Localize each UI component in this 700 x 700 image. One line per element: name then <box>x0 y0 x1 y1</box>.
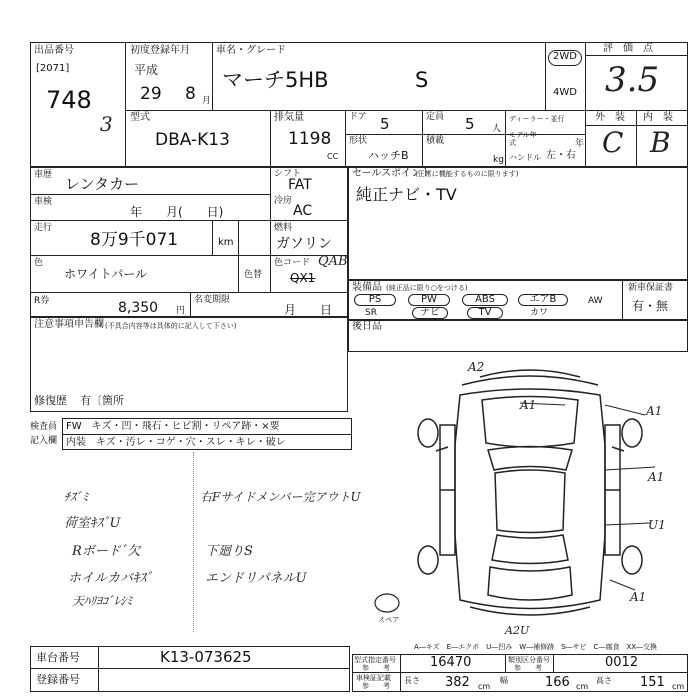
month-unit: 月 <box>202 96 212 106</box>
divider <box>622 280 623 320</box>
inspector-row-2: 内装 キズ・汚レ・コゲ・穴・スレ・キレ・破レ <box>66 437 286 448</box>
score: 3.5 <box>605 60 660 100</box>
equip-sr: SR <box>365 308 377 318</box>
spare-tire-icon <box>372 592 402 616</box>
class-number: 0012 <box>605 655 639 670</box>
model-year-unit: 年 <box>575 139 585 149</box>
lot-code: [2071] <box>36 63 70 74</box>
warranty-label: 名変期限 <box>194 295 231 305</box>
notes-label: 注意事項申告欄 <box>34 319 104 330</box>
length-unit: cm <box>478 682 491 691</box>
post-items-frame <box>348 320 688 352</box>
drive-4wd: 4WD <box>553 87 577 98</box>
model-name-label: 車名・グレード <box>216 45 286 56</box>
divider <box>62 434 352 435</box>
history-label: 車歴 <box>34 170 53 180</box>
damage-mark-6: U1 <box>648 518 666 532</box>
inspector-row-1: FW キズ・凹・飛石・ヒビ割・リペア跡・×要 <box>66 421 280 432</box>
class-label: 類別区分番号 <box>508 656 550 664</box>
divider <box>345 134 585 135</box>
recycle-label: R券 <box>34 296 50 306</box>
lot-number: 748 <box>46 86 92 114</box>
type-label: 型式 <box>130 112 150 123</box>
inspection-label: 車検 <box>34 197 53 207</box>
model-name: マーチ5HB <box>222 68 329 92</box>
warranty: 月 日 <box>284 303 333 317</box>
hand-note-right-3: エンドリパネルU <box>205 571 307 586</box>
ac: AC <box>293 203 313 219</box>
seats-label: 定員 <box>426 112 445 122</box>
divider <box>30 220 348 221</box>
inspector-label-2: 記入欄 <box>30 436 58 446</box>
hand-note-right-2: 下廻りS <box>205 544 253 559</box>
divider <box>636 110 637 167</box>
seats-unit: 人 <box>492 124 502 134</box>
divider <box>30 292 348 293</box>
shape: ハッチB <box>368 149 409 162</box>
recycle: 8,350 <box>118 300 159 316</box>
divider <box>30 194 270 195</box>
fuel-label: 燃料 <box>274 223 293 233</box>
color-code: QX1 <box>290 271 316 285</box>
type-cert: 16470 <box>430 655 472 670</box>
first-reg-month: 8 <box>185 84 196 104</box>
divider <box>270 167 271 292</box>
width-unit: cm <box>576 682 589 691</box>
repair-label: 修復歴 <box>34 394 67 407</box>
divider <box>190 292 191 317</box>
ac-label: 冷房 <box>274 196 293 206</box>
equip-leather: カワ <box>530 308 549 318</box>
equip-airbag: エアB <box>518 294 568 306</box>
equip-tv: TV <box>467 307 503 319</box>
chassis-label: 車台番号 <box>36 651 80 664</box>
lot-hand-mark: 3 <box>100 112 113 136</box>
divider <box>30 668 350 669</box>
cc-unit: CC <box>327 152 339 161</box>
inspector-label-1: 検査員 <box>30 422 58 432</box>
mileage: 8万9千071 <box>90 230 179 250</box>
fuel: ガソリン <box>276 236 332 252</box>
notes-sub: (不具合内容等は具体的に記入して下さい) <box>105 322 237 330</box>
damage-mark-2: A1 <box>520 398 537 412</box>
recycle-unit: 円 <box>176 306 186 316</box>
doors: 5 <box>380 115 390 133</box>
warranty-book: 有・無 <box>632 299 669 313</box>
divider <box>585 55 688 56</box>
divider <box>422 110 423 167</box>
divider <box>238 220 239 255</box>
damage-mark-4: A1 <box>648 470 665 484</box>
warranty-book-label: 新車保証書 <box>628 283 674 293</box>
mileage-label: 走行 <box>34 223 53 233</box>
score-label: 評 価 点 <box>603 43 653 54</box>
post-items-label: 後日品 <box>352 321 382 332</box>
drive-2wd: 2WD <box>548 50 582 66</box>
lot-no-label: 出品番号 <box>34 45 74 56</box>
first-reg-label: 初度登録年月 <box>130 45 190 56</box>
sales-label: セールスポイント <box>352 168 432 179</box>
length-label: 長さ <box>404 676 420 685</box>
divider <box>270 110 271 167</box>
width: 166 <box>545 675 570 690</box>
height-label: 高さ <box>596 676 612 685</box>
divider <box>585 42 586 167</box>
dims-sub: 参 考 <box>362 682 390 690</box>
divider <box>505 110 506 167</box>
divider <box>212 42 213 110</box>
car-diagram <box>400 355 690 640</box>
equip-abs: ABS <box>462 294 508 306</box>
damage-mark-5: A1 <box>630 590 647 604</box>
shape-label: 形状 <box>349 136 368 146</box>
dealer-label: ディーラー・並行 <box>509 115 565 123</box>
exterior-grade: C <box>602 126 624 159</box>
era: 平成 <box>134 63 159 77</box>
cargo-unit: kg <box>493 155 504 165</box>
exterior-label: 外 装 <box>595 112 625 123</box>
interior-grade: B <box>650 126 671 159</box>
color: ホワイトパール <box>64 267 148 281</box>
history: レンタカー <box>65 175 140 193</box>
divider <box>345 110 346 167</box>
spare-label: スペア <box>378 616 399 624</box>
divider <box>400 654 401 692</box>
inspection: 年 月( 日) <box>130 205 224 219</box>
seats: 5 <box>465 115 475 133</box>
class-sub: 参 考 <box>514 664 542 672</box>
hand-note-left-4: ホイルカバｷｽﾞ <box>68 571 153 586</box>
divider <box>30 255 348 256</box>
doors-label: ドア <box>349 112 367 122</box>
diagram-legend: A―キズ E―エクボ U―凹み W―補修跡 S―サビ C―腐食 XX―交換 <box>414 643 658 651</box>
shift-label: シフト <box>274 169 302 179</box>
notes-frame <box>30 317 348 412</box>
divider <box>545 42 546 110</box>
hand-note-left-1: ﾁｽﾞﾐ <box>64 490 89 504</box>
cc-value: 1198 <box>288 129 332 149</box>
model-year-label: モデル年式 <box>509 131 537 147</box>
type-cert-sub: 参 考 <box>362 664 390 672</box>
first-reg-year: 29 <box>140 84 162 104</box>
damage-mark-3: A1 <box>646 404 663 418</box>
handle: 左・右 <box>546 150 576 161</box>
reg-label: 登録番号 <box>36 673 80 686</box>
length: 382 <box>445 675 470 690</box>
hand-note-right-1: 右Fサイドメンバー完アウトU <box>200 490 361 504</box>
repair: 有〔箇所 <box>80 394 124 407</box>
handle-label: ハンドル <box>509 153 541 162</box>
divider <box>193 452 194 632</box>
equip-navi: ナビ <box>412 307 448 319</box>
damage-mark-8: A2U <box>505 624 530 637</box>
color-code-hand: QAB <box>318 254 348 269</box>
height: 151 <box>640 675 665 690</box>
cc-label: 排気量 <box>274 112 304 123</box>
divider <box>553 654 554 672</box>
color-label: 色 <box>34 258 44 268</box>
equip-ps: PS <box>354 294 396 306</box>
divider <box>98 646 99 692</box>
dims-label: 車検証記載 <box>356 674 391 682</box>
equipment-label: 装備品 <box>352 282 382 293</box>
grade: S <box>415 68 429 92</box>
height-unit: cm <box>672 682 685 691</box>
divider <box>238 255 239 292</box>
hand-note-left-2: 荷室ｷｽﾞU <box>64 516 121 531</box>
header-frame <box>30 42 688 167</box>
hand-note-left-3: Rボードﾞ欠 <box>72 544 141 559</box>
interior-label: 内 装 <box>643 112 673 123</box>
damage-mark-1: A2 <box>468 360 485 374</box>
sales-point: 純正ナビ・TV <box>356 185 457 204</box>
width-label: 幅 <box>500 676 508 685</box>
type-cert-label: 型式指定番号 <box>354 656 396 664</box>
equip-aw: AW <box>588 296 603 306</box>
shift: FAT <box>288 177 312 193</box>
mileage-unit: km <box>218 237 234 248</box>
equip-pw: PW <box>408 294 450 306</box>
cargo-label: 積載 <box>426 136 445 146</box>
color-code-label: 色コード <box>274 258 311 268</box>
divider <box>125 42 126 167</box>
divider <box>505 654 506 672</box>
model-code: DBA-K13 <box>155 130 230 150</box>
chassis-number: K13-073625 <box>160 648 252 666</box>
color-change-label: 色替 <box>244 270 263 280</box>
divider <box>212 220 213 255</box>
hand-note-left-5: 天ﾊﾘﾖｺﾞﾚｼﾐ <box>72 594 133 608</box>
equipment-sub: (純正品に限り○をつける) <box>386 284 468 292</box>
sales-sub: (正常に機能するものに限ります) <box>415 170 519 178</box>
sales-frame <box>348 167 688 280</box>
